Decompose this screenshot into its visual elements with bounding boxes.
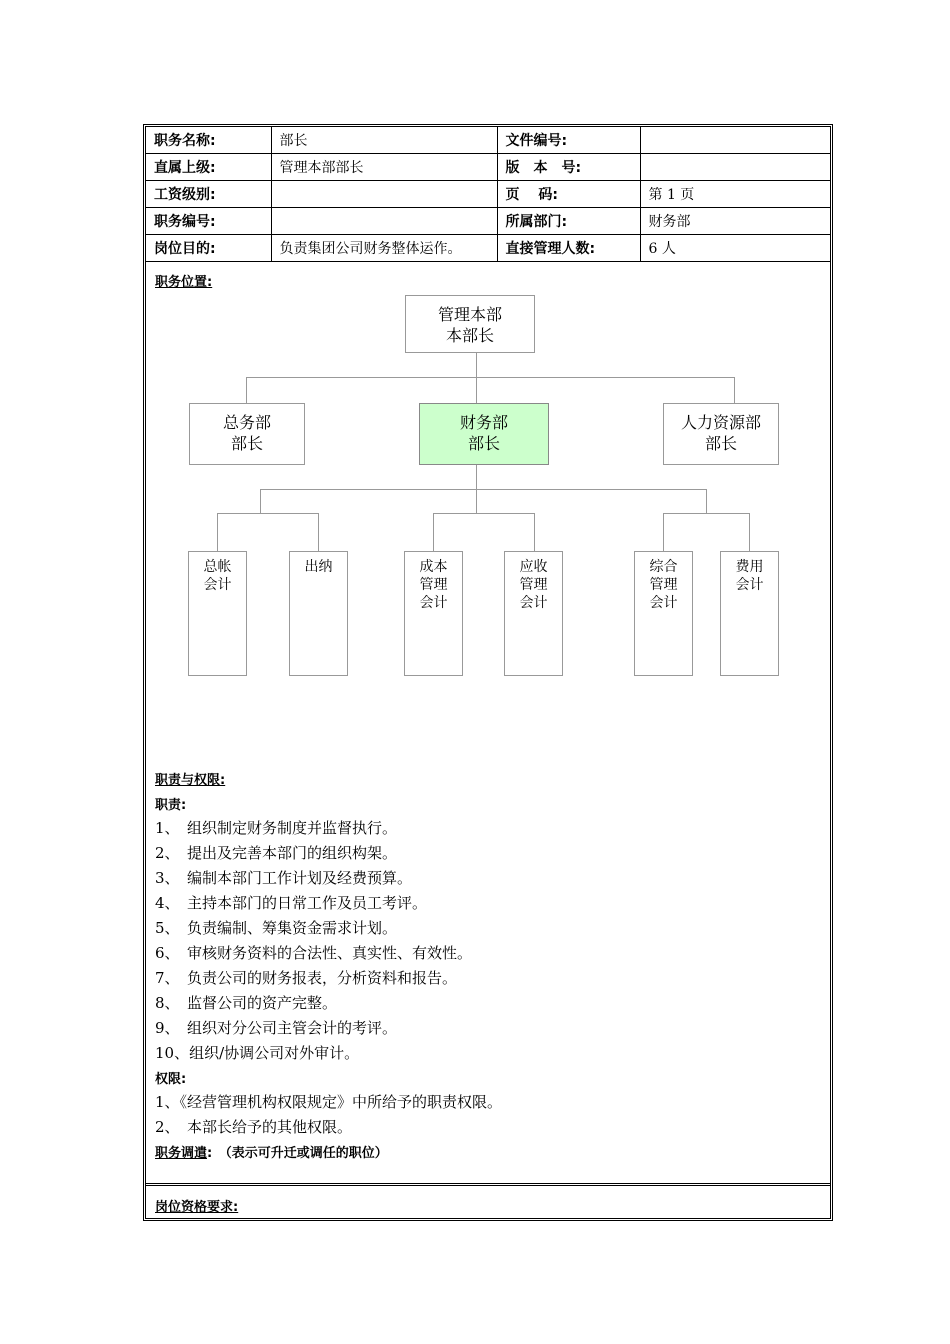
org-node-general-affairs [189, 403, 305, 465]
org-node-general-management [634, 551, 693, 676]
authority-item: 1、《经营管理机构权限规定》中所给予的职责权限。 [155, 1093, 503, 1111]
org-node-text: 总务部 [222, 413, 271, 432]
org-node-text: 管理 [519, 577, 548, 593]
value-purpose: 负责集团公司财务整体运作。 [271, 235, 497, 262]
connector-line [217, 513, 318, 514]
connector-line [534, 513, 535, 551]
transfer-note: : （表示可升迁或调任的职位） [207, 1146, 388, 1161]
qualification-section-title: 岗位资格要求: [155, 1200, 239, 1215]
org-node-text: 出纳 [304, 559, 333, 575]
duty-item: 1、 组织制定财务制度并监督执行。 [155, 819, 398, 837]
connector-line [433, 513, 534, 514]
connector-line [246, 377, 247, 403]
duty-item: 3、 编制本部门工作计划及经费预算。 [155, 869, 413, 887]
label-job-number: 职务编号: [146, 208, 271, 235]
duty-item: 4、 主持本部门的日常工作及员工考评。 [155, 894, 428, 912]
duty-item: 8、 监督公司的资产完整。 [155, 994, 338, 1012]
connector-line [476, 465, 477, 489]
value-page: 第 1 页 [640, 181, 830, 208]
connector-line [246, 377, 734, 378]
connector-line [706, 489, 707, 513]
org-node-text: 会计 [203, 577, 232, 593]
header-row [146, 127, 830, 154]
section-divider [146, 1183, 830, 1186]
org-node-text: 部长 [230, 434, 263, 453]
connector-line [749, 513, 750, 551]
org-node-text: 管理 [649, 577, 678, 593]
value-salary-grade [271, 181, 497, 208]
org-node-text: 会计 [735, 577, 764, 593]
label-purpose: 岗位目的: [146, 235, 271, 262]
value-file-number [640, 127, 830, 154]
label-version: 版 本 号: [497, 154, 640, 181]
org-node-text: 成本 [419, 559, 448, 575]
duty-item: 9、 组织对分公司主管会计的考评。 [155, 1019, 398, 1037]
org-node-text: 费用 [735, 559, 764, 575]
org-node-text: 部长 [704, 434, 737, 453]
value-job-title: 部长 [271, 127, 497, 154]
connector-line [476, 489, 477, 513]
connector-line [663, 513, 664, 551]
org-node-text: 会计 [419, 595, 448, 611]
duty-item: 5、 负责编制、筹集资金需求计划。 [155, 919, 398, 937]
org-node-text: 会计 [649, 595, 678, 611]
value-version [640, 154, 830, 181]
org-node-text: 本部长 [445, 326, 494, 345]
connector-line [260, 489, 261, 513]
org-node-general-ledger [188, 551, 247, 676]
org-node-text: 财务部 [459, 413, 508, 432]
connector-line [734, 377, 735, 403]
value-job-number [271, 208, 497, 235]
org-node-top [405, 295, 535, 353]
position-section-title: 职务位置: [155, 275, 213, 290]
org-node-receivables [504, 551, 563, 676]
header-row [146, 181, 830, 208]
label-salary-grade: 工资级别: [146, 181, 271, 208]
job-description-form [143, 124, 833, 1221]
org-node-cost-accounting [404, 551, 463, 676]
duty-item: 10、组织/协调公司对外审计。 [155, 1044, 360, 1062]
header-row [146, 154, 830, 181]
org-node-hr [663, 403, 779, 465]
org-node-text: 管理 [419, 577, 448, 593]
connector-line [260, 489, 706, 490]
connector-line [318, 513, 319, 551]
label-supervisor: 直属上级: [146, 154, 271, 181]
duties-section-title: 职责与权限: [155, 773, 226, 788]
transfer-line [155, 1142, 388, 1161]
org-node-text: 总帐 [203, 559, 232, 575]
header-row [146, 208, 830, 235]
label-page: 页 码: [497, 181, 640, 208]
connector-line [433, 513, 434, 551]
connector-line [217, 513, 218, 551]
duty-item: 7、 负责公司的财务报表，分析资料和报告。 [155, 969, 458, 987]
org-node-text: 综合 [649, 559, 678, 575]
org-node-text: 管理本部 [437, 305, 502, 324]
org-node-text: 应收 [519, 559, 548, 575]
org-node-text: 人力资源部 [680, 413, 761, 432]
value-department: 财务部 [640, 208, 830, 235]
org-node-cashier [289, 551, 348, 676]
org-node-finance [419, 403, 549, 465]
value-supervisor: 管理本部部长 [271, 154, 497, 181]
connector-line [476, 353, 477, 377]
header-table [146, 127, 830, 262]
authority-title: 权限: [155, 1072, 187, 1087]
label-job-title: 职务名称: [146, 127, 271, 154]
org-node-text: 会计 [519, 595, 548, 611]
connector-line [476, 377, 477, 403]
org-node-expense [720, 551, 779, 676]
label-direct-reports: 直接管理人数: [497, 235, 640, 262]
value-direct-reports: 6 人 [640, 235, 830, 262]
responsibilities-title: 职责: [155, 798, 187, 813]
duty-item: 6、 审核财务资料的合法性、真实性、有效性。 [155, 944, 473, 962]
duty-item: 2、 提出及完善本部门的组织构架。 [155, 844, 398, 862]
org-node-text: 部长 [467, 434, 500, 453]
transfer-title: 职务调遣 [155, 1146, 208, 1161]
label-department: 所属部门: [497, 208, 640, 235]
header-row [146, 235, 830, 262]
label-file-number: 文件编号: [497, 127, 640, 154]
authority-item: 2、 本部长给予的其他权限。 [155, 1118, 353, 1136]
connector-line [663, 513, 749, 514]
